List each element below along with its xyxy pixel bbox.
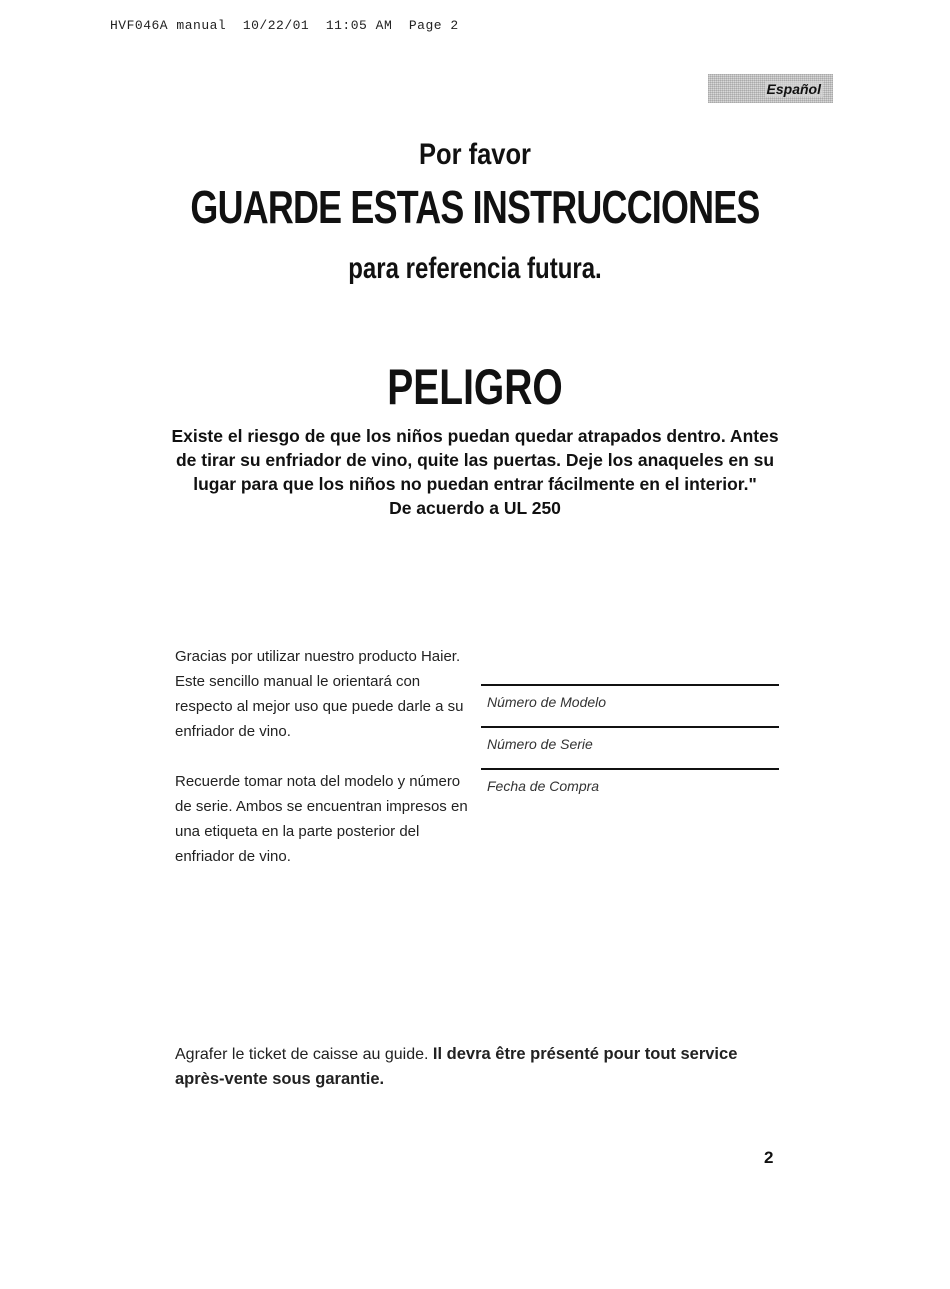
por-favor-heading: Por favor: [419, 138, 531, 171]
language-label: Español: [766, 80, 821, 97]
main-title: GUARDE ESTAS INSTRUCCIONES: [190, 181, 760, 233]
record-fields: [481, 684, 779, 810]
french-note: [175, 1042, 785, 1092]
page-number: 2: [764, 1148, 774, 1167]
danger-body: Existe el riesgo de que los niños puedan quedar atrapados dentro. Antes de tirar su enfriador de vino, quite las puertas. Deje los anaqueles en su lugar para que los niños no puedan entrar fácilmente en el interior.": [171, 426, 779, 494]
intro-paragraph-note: Recuerde tomar nota del modelo y número de serie. Ambos se encuentran impresos en una etiqueta en la parte posterior del enfriador de vino.: [175, 773, 468, 865]
intro-text: [175, 644, 475, 894]
french-note-bold: Il devra être présenté pour tout service après-vente sous garantie.: [175, 1045, 738, 1088]
danger-heading: PELIGRO: [387, 359, 563, 415]
danger-warning: [160, 424, 790, 520]
french-note-normal: Agrafer le ticket de caisse au guide.: [175, 1046, 433, 1063]
danger-standard: De acuerdo a UL 250: [389, 498, 561, 518]
print-header: HVF046A manual 10/22/01 11:05 AM Page 2: [110, 18, 459, 33]
intro-paragraph-thanks: Gracias por utilizar nuestro producto Haier. Este sencillo manual le orientará con respecto al mejor uso que puede darle a su enfriador de vino.: [175, 648, 464, 740]
serial-number-field: Número de Serie: [481, 726, 779, 768]
language-badge: [708, 74, 833, 103]
subtitle: para referencia futura.: [348, 252, 602, 285]
model-number-field: Número de Modelo: [481, 684, 779, 726]
purchase-date-field: Fecha de Compra: [481, 768, 779, 810]
